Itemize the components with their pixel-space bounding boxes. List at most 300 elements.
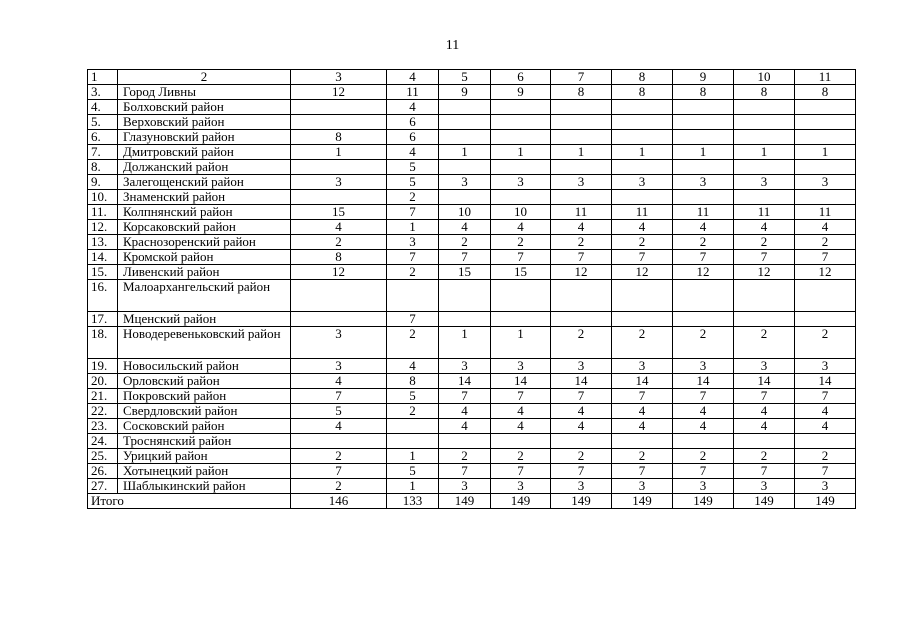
value-cell: 1: [491, 145, 551, 160]
table-body: [88, 70, 856, 509]
total-value-cell: 149: [612, 494, 673, 509]
value-cell: 4: [795, 220, 856, 235]
value-cell: 3: [734, 175, 795, 190]
column-header: 11: [795, 70, 856, 85]
value-cell: 8: [612, 85, 673, 100]
value-cell: 2: [491, 235, 551, 250]
value-cell: 2: [673, 327, 734, 359]
row-number: 21.: [88, 389, 118, 404]
district-name: Колпнянский район: [118, 205, 291, 220]
value-cell: 4: [612, 220, 673, 235]
value-cell: 1: [387, 220, 439, 235]
value-cell: 4: [795, 419, 856, 434]
row-number: 12.: [88, 220, 118, 235]
district-name: Орловский район: [118, 374, 291, 389]
value-cell: 3: [612, 479, 673, 494]
column-header: 8: [612, 70, 673, 85]
table-row: [88, 479, 856, 494]
value-cell: 2: [673, 235, 734, 250]
value-cell: 14: [439, 374, 491, 389]
value-cell: 3: [291, 327, 387, 359]
value-cell: 11: [612, 205, 673, 220]
value-cell: 2: [795, 235, 856, 250]
value-cell: 14: [491, 374, 551, 389]
value-cell: 1: [734, 145, 795, 160]
row-number: 7.: [88, 145, 118, 160]
value-cell: 3: [612, 175, 673, 190]
table-row: [88, 265, 856, 280]
value-cell: 4: [734, 404, 795, 419]
value-cell: 1: [673, 145, 734, 160]
value-cell: 3: [673, 479, 734, 494]
value-cell: 14: [612, 374, 673, 389]
table-row: [88, 100, 856, 115]
value-cell: 2: [734, 235, 795, 250]
value-cell: 7: [387, 312, 439, 327]
district-name: Краснозоренский район: [118, 235, 291, 250]
value-cell: 7: [551, 464, 612, 479]
value-cell: [491, 130, 551, 145]
value-cell: 4: [673, 404, 734, 419]
value-cell: 3: [439, 175, 491, 190]
value-cell: 1: [612, 145, 673, 160]
row-number: 26.: [88, 464, 118, 479]
value-cell: [491, 100, 551, 115]
district-name: Урицкий район: [118, 449, 291, 464]
value-cell: [387, 280, 439, 312]
value-cell: 3: [551, 359, 612, 374]
district-name: Хотынецкий район: [118, 464, 291, 479]
value-cell: [795, 115, 856, 130]
table-row: [88, 327, 856, 359]
value-cell: 3: [491, 175, 551, 190]
value-cell: 7: [795, 464, 856, 479]
value-cell: 7: [551, 389, 612, 404]
district-name: Мценский район: [118, 312, 291, 327]
value-cell: 14: [795, 374, 856, 389]
value-cell: 4: [387, 359, 439, 374]
value-cell: 7: [612, 389, 673, 404]
row-number: 20.: [88, 374, 118, 389]
district-name: Город Ливны: [118, 85, 291, 100]
value-cell: [673, 115, 734, 130]
value-cell: 15: [439, 265, 491, 280]
column-header: 5: [439, 70, 491, 85]
value-cell: 4: [387, 145, 439, 160]
value-cell: 4: [387, 100, 439, 115]
value-cell: 12: [612, 265, 673, 280]
value-cell: [551, 280, 612, 312]
value-cell: 12: [734, 265, 795, 280]
row-number: 23.: [88, 419, 118, 434]
district-name: Корсаковский район: [118, 220, 291, 235]
value-cell: 5: [387, 464, 439, 479]
table-row: [88, 250, 856, 265]
value-cell: 7: [734, 389, 795, 404]
value-cell: 4: [491, 419, 551, 434]
value-cell: [551, 160, 612, 175]
value-cell: 4: [291, 419, 387, 434]
value-cell: 5: [291, 404, 387, 419]
value-cell: [795, 280, 856, 312]
value-cell: [291, 434, 387, 449]
column-header: 6: [491, 70, 551, 85]
value-cell: 2: [291, 479, 387, 494]
column-header: 2: [118, 70, 291, 85]
table-row: [88, 434, 856, 449]
table-row: [88, 220, 856, 235]
total-value-cell: 146: [291, 494, 387, 509]
value-cell: 11: [551, 205, 612, 220]
value-cell: [734, 434, 795, 449]
value-cell: [734, 190, 795, 205]
value-cell: 15: [291, 205, 387, 220]
row-number: 19.: [88, 359, 118, 374]
value-cell: [673, 434, 734, 449]
value-cell: [612, 190, 673, 205]
value-cell: 2: [291, 449, 387, 464]
value-cell: [734, 312, 795, 327]
value-cell: 4: [551, 404, 612, 419]
total-label: Итого: [88, 494, 291, 509]
value-cell: [439, 280, 491, 312]
value-cell: 3: [439, 359, 491, 374]
value-cell: 3: [673, 359, 734, 374]
value-cell: 3: [795, 359, 856, 374]
value-cell: 14: [673, 374, 734, 389]
value-cell: [795, 190, 856, 205]
value-cell: 12: [551, 265, 612, 280]
value-cell: 2: [387, 265, 439, 280]
value-cell: 3: [612, 359, 673, 374]
value-cell: [551, 434, 612, 449]
value-cell: [439, 115, 491, 130]
value-cell: [291, 280, 387, 312]
value-cell: [673, 130, 734, 145]
value-cell: 4: [491, 404, 551, 419]
page-number: 11: [445, 38, 460, 53]
value-cell: [291, 160, 387, 175]
value-cell: 4: [491, 220, 551, 235]
header-row: [88, 70, 856, 85]
table-row: [88, 419, 856, 434]
total-row: [88, 494, 856, 509]
value-cell: [551, 130, 612, 145]
total-value-cell: 149: [734, 494, 795, 509]
row-number: 3.: [88, 85, 118, 100]
value-cell: 7: [291, 389, 387, 404]
table-row: [88, 160, 856, 175]
value-cell: 1: [439, 327, 491, 359]
total-value-cell: 133: [387, 494, 439, 509]
value-cell: 3: [491, 479, 551, 494]
value-cell: 4: [673, 419, 734, 434]
column-header: 1: [88, 70, 118, 85]
value-cell: [491, 434, 551, 449]
district-name: Знаменский район: [118, 190, 291, 205]
value-cell: 7: [387, 250, 439, 265]
row-number: 9.: [88, 175, 118, 190]
value-cell: 2: [734, 449, 795, 464]
value-cell: 3: [551, 479, 612, 494]
value-cell: 4: [291, 374, 387, 389]
table-row: [88, 130, 856, 145]
value-cell: [387, 419, 439, 434]
value-cell: 10: [491, 205, 551, 220]
district-name: Шаблыкинский район: [118, 479, 291, 494]
district-name: Кромской район: [118, 250, 291, 265]
value-cell: [612, 160, 673, 175]
value-cell: 14: [734, 374, 795, 389]
value-cell: 2: [439, 235, 491, 250]
value-cell: [612, 100, 673, 115]
table-row: [88, 404, 856, 419]
value-cell: 2: [734, 327, 795, 359]
value-cell: 12: [291, 85, 387, 100]
table-row: [88, 175, 856, 190]
value-cell: [291, 115, 387, 130]
row-number: 10.: [88, 190, 118, 205]
table-row: [88, 389, 856, 404]
value-cell: 14: [551, 374, 612, 389]
value-cell: 8: [551, 85, 612, 100]
value-cell: 4: [734, 419, 795, 434]
value-cell: 2: [387, 190, 439, 205]
value-cell: 4: [291, 220, 387, 235]
value-cell: [439, 160, 491, 175]
row-number: 11.: [88, 205, 118, 220]
table-row: [88, 449, 856, 464]
row-number: 16.: [88, 280, 118, 312]
value-cell: 7: [551, 250, 612, 265]
value-cell: 6: [387, 130, 439, 145]
value-cell: 2: [612, 327, 673, 359]
value-cell: 7: [795, 250, 856, 265]
value-cell: 2: [551, 449, 612, 464]
value-cell: 4: [551, 419, 612, 434]
value-cell: [551, 115, 612, 130]
district-name: Троснянский район: [118, 434, 291, 449]
value-cell: 12: [673, 265, 734, 280]
value-cell: 1: [795, 145, 856, 160]
value-cell: 4: [612, 404, 673, 419]
value-cell: 4: [439, 220, 491, 235]
column-header: 7: [551, 70, 612, 85]
value-cell: [612, 130, 673, 145]
value-cell: [612, 115, 673, 130]
district-name: Болховский район: [118, 100, 291, 115]
value-cell: 3: [387, 235, 439, 250]
district-name: Новосильский район: [118, 359, 291, 374]
value-cell: 11: [387, 85, 439, 100]
value-cell: 8: [387, 374, 439, 389]
value-cell: 7: [673, 250, 734, 265]
value-cell: 4: [612, 419, 673, 434]
value-cell: 3: [439, 479, 491, 494]
row-number: 18.: [88, 327, 118, 359]
value-cell: 1: [439, 145, 491, 160]
value-cell: 3: [551, 175, 612, 190]
district-name: Сосковский район: [118, 419, 291, 434]
value-cell: 11: [734, 205, 795, 220]
value-cell: 4: [795, 404, 856, 419]
value-cell: [734, 115, 795, 130]
value-cell: 7: [439, 464, 491, 479]
data-table: [87, 69, 856, 509]
value-cell: 3: [795, 175, 856, 190]
value-cell: 7: [673, 389, 734, 404]
value-cell: 12: [795, 265, 856, 280]
district-name: Должанский район: [118, 160, 291, 175]
value-cell: [673, 100, 734, 115]
value-cell: 3: [795, 479, 856, 494]
total-value-cell: 149: [551, 494, 612, 509]
value-cell: 9: [439, 85, 491, 100]
value-cell: 3: [291, 175, 387, 190]
table-row: [88, 205, 856, 220]
value-cell: 2: [387, 404, 439, 419]
value-cell: 7: [291, 464, 387, 479]
value-cell: 2: [612, 449, 673, 464]
table-row: [88, 312, 856, 327]
value-cell: [734, 280, 795, 312]
row-number: 25.: [88, 449, 118, 464]
table-row: [88, 235, 856, 250]
district-name: Покровский район: [118, 389, 291, 404]
value-cell: 3: [291, 359, 387, 374]
district-name: Свердловский район: [118, 404, 291, 419]
value-cell: [291, 190, 387, 205]
value-cell: [551, 190, 612, 205]
column-header: 9: [673, 70, 734, 85]
row-number: 4.: [88, 100, 118, 115]
table-row: [88, 115, 856, 130]
value-cell: 12: [291, 265, 387, 280]
value-cell: [291, 100, 387, 115]
table-row: [88, 464, 856, 479]
value-cell: 5: [387, 175, 439, 190]
value-cell: [734, 130, 795, 145]
row-number: 15.: [88, 265, 118, 280]
value-cell: [439, 434, 491, 449]
value-cell: 7: [439, 250, 491, 265]
district-name: Малоархангельский район: [118, 280, 291, 312]
total-value-cell: 149: [439, 494, 491, 509]
value-cell: 1: [551, 145, 612, 160]
district-name: Залегощенский район: [118, 175, 291, 190]
value-cell: [551, 312, 612, 327]
value-cell: 3: [734, 479, 795, 494]
row-number: 5.: [88, 115, 118, 130]
value-cell: [551, 100, 612, 115]
value-cell: [795, 434, 856, 449]
value-cell: 8: [291, 130, 387, 145]
value-cell: 2: [673, 449, 734, 464]
value-cell: [491, 115, 551, 130]
value-cell: 5: [387, 160, 439, 175]
value-cell: [734, 100, 795, 115]
table-row: [88, 359, 856, 374]
value-cell: 9: [491, 85, 551, 100]
value-cell: 4: [439, 419, 491, 434]
value-cell: [612, 312, 673, 327]
value-cell: 15: [491, 265, 551, 280]
value-cell: 7: [734, 250, 795, 265]
value-cell: 2: [439, 449, 491, 464]
value-cell: 8: [673, 85, 734, 100]
value-cell: 7: [439, 389, 491, 404]
value-cell: 7: [491, 389, 551, 404]
value-cell: [795, 312, 856, 327]
value-cell: 2: [387, 327, 439, 359]
value-cell: 2: [795, 449, 856, 464]
value-cell: 7: [612, 464, 673, 479]
row-number: 8.: [88, 160, 118, 175]
value-cell: [673, 190, 734, 205]
district-name: Верховский район: [118, 115, 291, 130]
value-cell: [795, 130, 856, 145]
value-cell: 2: [551, 327, 612, 359]
value-cell: [491, 190, 551, 205]
column-header: 10: [734, 70, 795, 85]
value-cell: 8: [291, 250, 387, 265]
total-value-cell: 149: [673, 494, 734, 509]
table-row: [88, 145, 856, 160]
value-cell: 7: [734, 464, 795, 479]
total-value-cell: 149: [491, 494, 551, 509]
column-header: 4: [387, 70, 439, 85]
value-cell: [673, 312, 734, 327]
value-cell: [491, 280, 551, 312]
table-row: [88, 85, 856, 100]
value-cell: [491, 160, 551, 175]
value-cell: 1: [291, 145, 387, 160]
value-cell: [673, 280, 734, 312]
value-cell: 3: [734, 359, 795, 374]
value-cell: [387, 434, 439, 449]
district-name: Глазуновский район: [118, 130, 291, 145]
value-cell: [439, 312, 491, 327]
district-name: Новодеревеньковский район: [118, 327, 291, 359]
value-cell: 10: [439, 205, 491, 220]
value-cell: 4: [673, 220, 734, 235]
value-cell: 2: [612, 235, 673, 250]
value-cell: [491, 312, 551, 327]
value-cell: 7: [491, 464, 551, 479]
row-number: 17.: [88, 312, 118, 327]
value-cell: 1: [387, 479, 439, 494]
value-cell: [291, 312, 387, 327]
table-row: [88, 190, 856, 205]
value-cell: [734, 160, 795, 175]
value-cell: 11: [673, 205, 734, 220]
value-cell: 1: [491, 327, 551, 359]
value-cell: 7: [491, 250, 551, 265]
value-cell: 6: [387, 115, 439, 130]
value-cell: 5: [387, 389, 439, 404]
value-cell: [795, 160, 856, 175]
district-name: Дмитровский район: [118, 145, 291, 160]
row-number: 6.: [88, 130, 118, 145]
table-row: [88, 280, 856, 312]
value-cell: 2: [491, 449, 551, 464]
row-number: 27.: [88, 479, 118, 494]
table-row: [88, 374, 856, 389]
value-cell: 2: [551, 235, 612, 250]
value-cell: [612, 280, 673, 312]
value-cell: [795, 100, 856, 115]
value-cell: [439, 190, 491, 205]
